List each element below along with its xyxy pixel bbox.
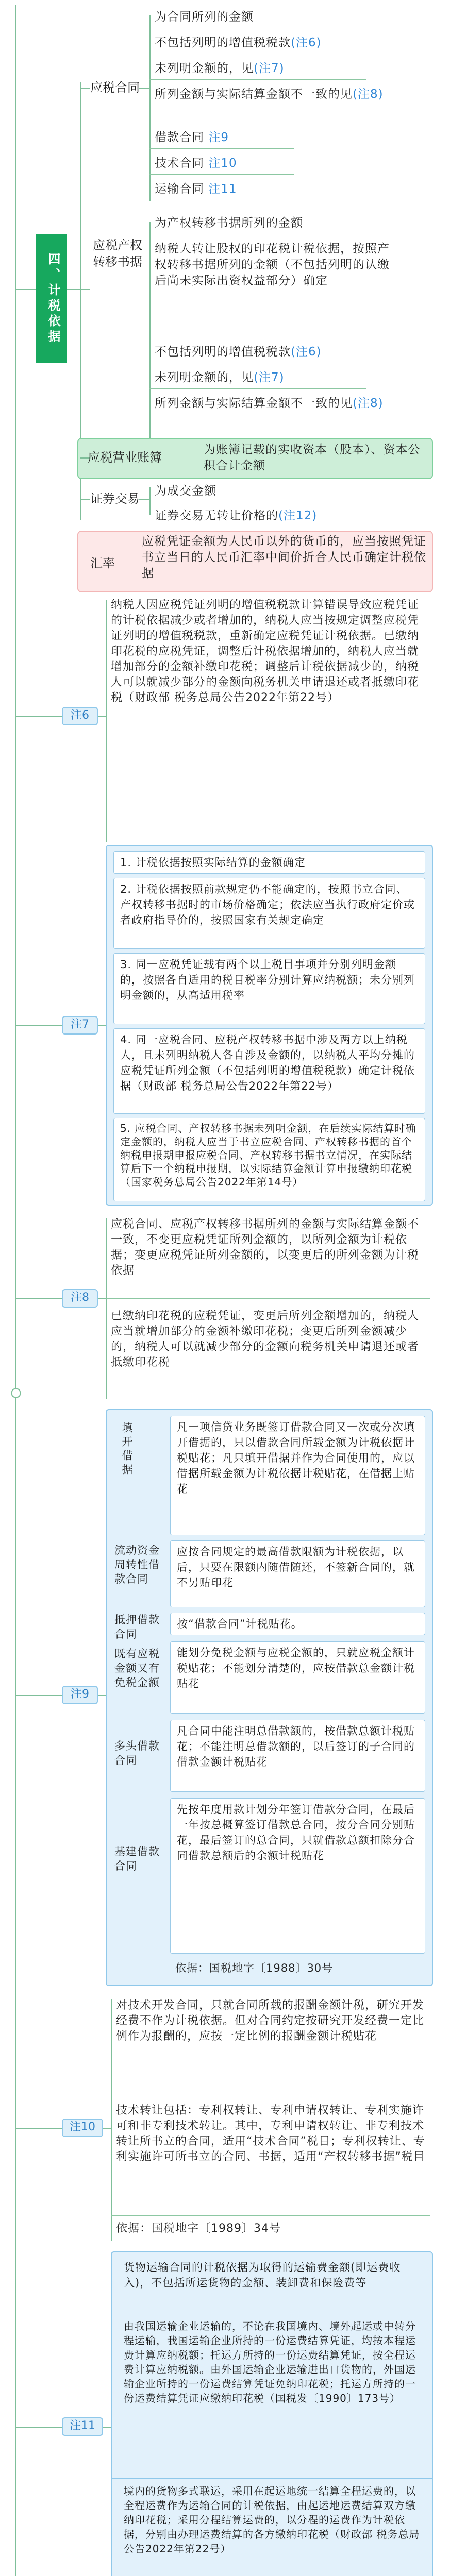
contract-item-7: 运输合同 注11 [155,182,237,196]
note9-source: 依据：国税地字〔1988〕30号 [175,1962,334,1974]
spine-dot [11,1388,21,1398]
note6-tag: 注6 [62,707,98,725]
contract-item-5: 借款合同 注9 [155,131,229,144]
note10-item-2: 技术转让包括：专利权转让、专利申请权转让、专利实施许可和非专利技术转让。其中，专利申请权转让、非专利技术转让所书立的合同，适用“技术合同”税目；专利权转让、专利实施许可所书立的合同、书据，适用“产权转移书据”税目 [116,2104,425,2163]
transfer-label: 应税产权转移书据 [93,238,142,269]
note9-tag: 注9 [62,1686,98,1704]
note10-item-3: 依据：国税地字〔1989〕34号 [116,2222,281,2235]
note9-group-4-label: 既有应税金额又有免税金额 [114,1648,160,1689]
contract-item-6: 技术合同 注10 [155,157,237,170]
exchange-label: 汇率 [90,556,115,570]
ledger-label: 应税营业账簿 [88,450,162,465]
securities-item-2: 证券交易无转让价格的(注12) [155,509,318,522]
note7-item-5: 5. 应税合同、产权转移书据未列明金额，在后续实际结算时确定金额的，纳税人应当于书立应税合同、产权转移书据的首个纳税申报期申报应税合同、产权转移书据书立情况，在实际结算后下一个纳税申报期，以实际结算金额计算申报缴纳印花税（国家税务总局公告2022年第14号） [113,1118,425,1201]
note9-group-2-label: 流动资金周转性借款合同 [114,1544,160,1585]
note10-tag: 注10 [62,2119,103,2137]
ledger-text: 为账簿记载的实收资本（股本）、资本公积合计金额 [204,443,421,472]
contract-item-1: 为合同所列的金额 [155,10,254,24]
contract-item-3: 未列明金额的，见(注7) [155,62,285,75]
exchange-text: 应税凭证金额为人民币以外的货币的，应当按照凭证书立当日的人民币汇率中间价折合人民币确定计税依据 [142,535,426,580]
note7-item-3: 3. 同一应税凭证载有两个以上税目事项并分别列明金额的，按照各自适用的税目税率分别计算应纳税额；未分别列明金额的，从高适用税率 [113,953,425,1024]
securities-label: 证券交易 [90,492,140,506]
section4-connector [15,289,36,290]
note9-group-5-label: 多头借款合同 [114,1740,160,1767]
note9-group-6-text: 先按年度用款计划分年签订借款分合同，在最后一年按总概算签订借款总合同，按分合同分别贴花，最后签订的总合同，只就借款总额扣除分合同借款总额后的余额计税贴花 [170,1798,425,1954]
note11-item-3: 境内的货物多式联运，采用在起运地统一结算全程运费的，以全程运费作为运输合同的计税依据，由起运地运费结算双方缴纳印花税；采用分程结算运费的，以分程的运费作为计税依据，分别由办理运费结算的各方缴纳印花税（财政部 税务总局公告2022年第22号） [124,2485,420,2555]
note11-item-2: 由我国运输企业运输的，不论在我国境内、境外起运或中转分程运输，我国运输企业所持的一份运费结算凭证，均按本程运费计算应纳税额；托运方所持的一份运费结算凭证，按全程运费计算应纳税额。由外国运输企业运输进出口货物的，外国运输企业所持的一份运费结算凭证免纳印花税；托运方所持的一份运费结算凭证应缴纳印花税（国税发〔1990〕173号） [124,2320,416,2404]
contract-item-4: 所列金额与实际结算金额不一致的见(注8) [155,88,384,101]
contract-label: 应税合同 [90,80,140,95]
note9-group-1-label: 填开借据 [121,1422,133,1478]
note9-group-5-text: 凡合同中能注明总借款额的，按借款总额计税贴花；不能注明总借款额的，以后签订的子合同的借款金额计税贴花 [170,1720,425,1792]
note9-group-3-text: 按“借款合同”计税贴花。 [170,1613,425,1635]
note9-group-3-label: 抵押借款合同 [114,1614,160,1640]
contract-item-2: 不包括列明的增值税税款(注6) [155,36,322,49]
note8-item-1: 应税合同、应税产权转移书据所列的金额与实际结算金额不一致，不变更应税凭证所列金额的，以所列金额为计税依据；变更应税凭证所列金额的，以变更后的所列金额为计税依据 [111,1218,420,1277]
transfer-item-3: 不包括列明的增值税税款(注6) [155,345,322,359]
section4-title: 四、计税依据 [36,234,67,363]
transfer-item-5: 所列金额与实际结算金额不一致的见(注8) [155,397,384,410]
note9-group-4-text: 能划分免税金额与应税金额的，只就应税金额计税贴花；不能划分清楚的，应按借款总金额计税贴花 [170,1641,425,1714]
transfer-item-2: 纳税人转让股权的印花税计税依据，按照产权转移书据所列的金额（不包括列明的认缴后尚未实际出资权益部分）确定 [155,242,390,287]
note7-item-1: 1. 计税依据按照实际结算的金额确定 [113,851,425,874]
transfer-item-1: 为产权转移书据所列的金额 [155,216,303,230]
securities-item-1: 为成交金额 [155,484,216,498]
note7-item-2: 2. 计税依据按照前款规定仍不能确定的，按照书立合同、产权转移书据时的市场价格确定；依法应当执行政府定价或者政府指导价的，按照国家有关规定确定 [113,878,425,949]
note7-tag: 注7 [62,1016,98,1035]
note7-item-4: 4. 同一应税合同、应税产权转移书据中涉及两方以上纳税人，且未列明纳税人各自涉及金额的，以纳税人平均分摊的应税凭证所列金额（不包括列明的增值税税款）确定计税依据（财政部 税务总局公告2022年第22号） [113,1028,425,1114]
main-spine-line [15,5,16,2576]
note10-item-1: 对技术开发合同，只就合同所载的报酬金额计税，研究开发经费不作为计税依据。但对合同约定按研究开发经费一定比例作为报酬的，应按一定比例的报酬金额计税贴花 [116,1999,425,2043]
note9-group-1-text: 凡一项信贷业务既签订借款合同又一次或分次填开借据的，只以借款合同所载金额为计税依据计税贴花；凡只填开借据并作为合同使用的，应以借据所载金额为计税依据计税贴花，在借据上贴花 [170,1416,425,1535]
note8-tag: 注8 [62,1289,98,1308]
transfer-item-4: 未列明金额的，见(注7) [155,371,285,384]
note6-text: 纳税人因应税凭证列明的增值税税款计算错误导致应税凭证的计税依据减少或者增加的，纳税人应当按规定调整应税凭证列明的增值税税款，重新确定应税凭证计税依据。已缴纳印花税的应税凭证，调整后计税依据增加的，纳税人应当就增加部分的金额补缴印花税；调整后计税依据减少的，纳税人可以就减少部分的金额向税务机关申请退还或者抵缴印花税（财政部 税务总局公告2022年第22号） [111,599,420,704]
note11-item-1: 货物运输合同的计税依据为取得的运输费金额(即运费收入)，不包括所运货物的金额、装卸费和保险费等 [124,2261,401,2289]
note8-item-2: 已缴纳印花税的应税凭证，变更后所列金额增加的，纳税人应当就增加部分的金额补缴印花税；变更后所列金额减少的，纳税人可以就减少部分的金额向税务机关申请退还或者抵缴印花税 [111,1310,420,1369]
note9-group-2-text: 应按合同规定的最高借款限额为计税依据，以后，只要在限额内随借随还，不签新合同的，就不另贴印花 [170,1540,425,1607]
note9-group-6-label: 基建借款合同 [114,1845,160,1872]
note11-tag: 注11 [62,2417,103,2436]
